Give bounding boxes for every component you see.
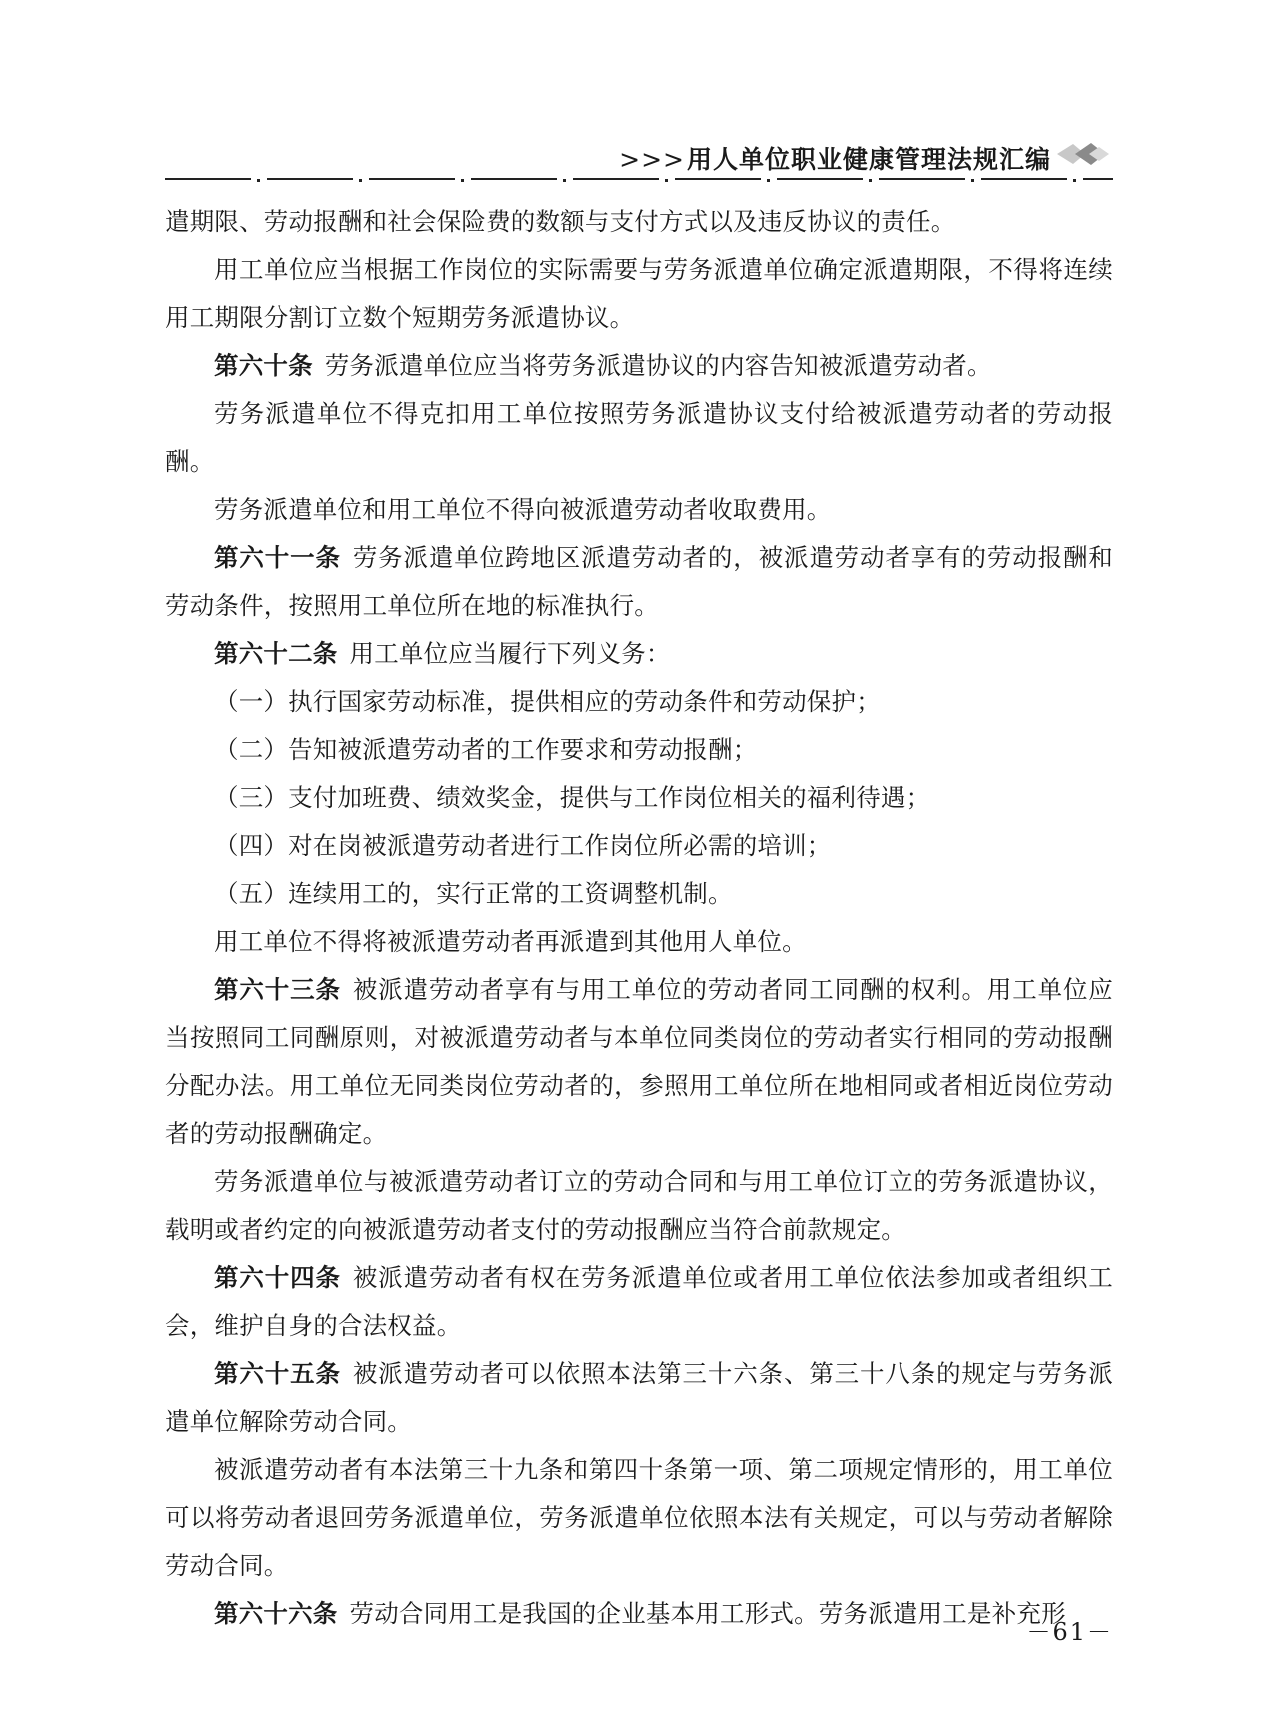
article-paragraph (165, 630, 1113, 678)
body-paragraph (165, 1158, 1113, 1254)
article-paragraph (165, 1254, 1113, 1350)
body-paragraph (165, 390, 1113, 486)
body-paragraph (165, 822, 1113, 870)
paragraph-text: 被派遣劳动者可以依照本法第三十六条、第三十八条的规定与劳务派遣单位解除劳动合同。 (165, 1359, 1114, 1436)
article-number: 第六十五条 (214, 1359, 341, 1388)
body-paragraph (165, 870, 1113, 918)
body-paragraph (165, 678, 1113, 726)
body-paragraph (165, 198, 1113, 246)
paragraph-text: 劳务派遣单位与被派遣劳动者订立的劳动合同和与用工单位订立的劳务派遣协议，载明或者约定的向被派遣劳动者支付的劳动报酬应当符合前款规定。 (165, 1167, 1113, 1244)
body-paragraph (165, 774, 1113, 822)
paragraph-text: 用工单位不得将被派遣劳动者再派遣到其他用人单位。 (214, 927, 807, 956)
article-paragraph (165, 1590, 1113, 1638)
header-title-text: 用人单位职业健康管理法规汇编 (686, 145, 1051, 174)
article-paragraph (165, 342, 1113, 390)
paragraph-text: 劳务派遣单位不得克扣用工单位按照劳务派遣协议支付给被派遣劳动者的劳动报酬。 (165, 399, 1113, 476)
paragraph-text: 劳务派遣单位跨地区派遣劳动者的，被派遣劳动者享有的劳动报酬和劳动条件，按照用工单位所在地的标准执行。 (165, 543, 1114, 620)
article-paragraph (165, 534, 1113, 630)
article-number: 第六十二条 (214, 639, 338, 668)
paragraph-text: （五）连续用工的，实行正常的工资调整机制。 (214, 879, 733, 908)
paragraph-text: 劳务派遣单位应当将劳务派遣协议的内容告知被派遣劳动者。 (324, 351, 992, 380)
paragraph-text: 被派遣劳动者有本法第三十九条和第四十条第一项、第二项规定情形的，用工单位可以将劳动者退回劳务派遣单位，劳务派遣单位依照本法有关规定，可以与劳动者解除劳动合同。 (165, 1455, 1113, 1580)
body-paragraph (165, 246, 1113, 342)
article-number: 第六十三条 (214, 975, 341, 1004)
page-number: －61－ (1026, 1618, 1113, 1646)
article-number: 第六十条 (214, 351, 313, 380)
paragraph-text: （四）对在岗被派遣劳动者进行工作岗位所必需的培训； (214, 831, 832, 860)
article-number: 第六十六条 (214, 1599, 338, 1628)
diamond-ornament-icon (1053, 138, 1113, 170)
article-paragraph (165, 1350, 1113, 1446)
body-paragraph (165, 726, 1113, 774)
paragraph-text: （三）支付加班费、绩效奖金，提供与工作岗位相关的福利待遇； (214, 783, 931, 812)
body-paragraph (165, 486, 1113, 534)
body-paragraph (165, 918, 1113, 966)
paragraph-text: （二）告知被派遣劳动者的工作要求和劳动报酬； (214, 735, 758, 764)
paragraph-text: 遣期限、劳动报酬和社会保险费的数额与支付方式以及违反协议的责任。 (165, 207, 956, 236)
header-arrows: >>> (619, 145, 685, 174)
paragraph-text: 劳务派遣单位和用工单位不得向被派遣劳动者收取费用。 (214, 495, 832, 524)
body-paragraph (165, 1446, 1113, 1590)
article-number: 第六十一条 (214, 543, 341, 572)
paragraph-text: 被派遣劳动者有权在劳务派遣单位或者用工单位依法参加或者组织工会，维护自身的合法权益。 (165, 1263, 1114, 1340)
paragraph-text: 用工单位应当根据工作岗位的实际需要与劳务派遣单位确定派遣期限，不得将连续用工期限分割订立数个短期劳务派遣协议。 (165, 255, 1113, 332)
paragraph-text: 用工单位应当履行下列义务： (349, 639, 671, 668)
paragraph-text: （一）执行国家劳动标准，提供相应的劳动条件和劳动保护； (214, 687, 881, 716)
running-header (165, 132, 1113, 182)
article-paragraph (165, 966, 1113, 1158)
article-number: 第六十四条 (214, 1263, 341, 1292)
paragraph-text: 劳动合同用工是我国的企业基本用工形式。劳务派遣用工是补充形 (349, 1599, 1066, 1628)
header-title (619, 140, 1051, 176)
header-rule (165, 176, 1113, 182)
document-body (165, 198, 1113, 1638)
paragraph-text: 被派遣劳动者享有与用工单位的劳动者同工同酬的权利。用工单位应当按照同工同酬原则，对被派遣劳动者与本单位同类岗位的劳动者实行相同的劳动报酬分配办法。用工单位无同类岗位劳动者的，参照用工单位所在地相同或者相近岗位劳动者的劳动报酬确定。 (165, 975, 1114, 1148)
